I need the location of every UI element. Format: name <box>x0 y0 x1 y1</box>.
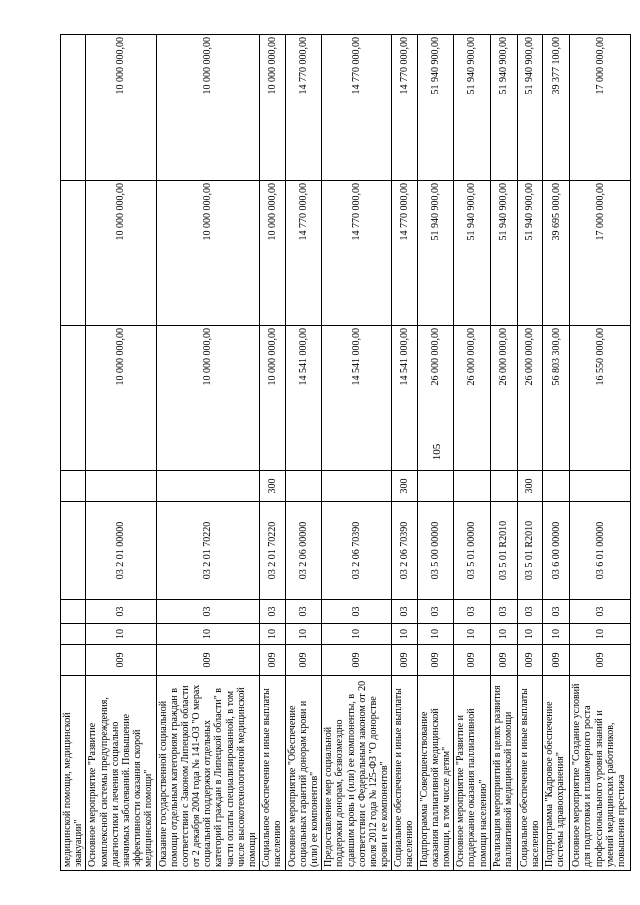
row-name-cell: Социальное обеспечение и иные выплаты населению <box>392 676 417 871</box>
amount-year3-cell: 51 940 900,00 <box>417 35 454 181</box>
expense-type-cell <box>490 471 517 502</box>
amount-year1-cell: 16 550 000,00 <box>570 326 631 471</box>
subsection-code-cell: 03 <box>517 600 542 624</box>
section-code-cell <box>61 624 86 645</box>
table-row <box>543 35 570 871</box>
expense-type-cell <box>417 471 454 502</box>
admin-code-cell: 009 <box>454 645 491 676</box>
amount-year1-cell: 26 000 000,00 <box>517 326 542 471</box>
row-name-cell: Подпрограмма "Совершенствование оказания паллиативной медицинской помощи, в том числе детям" <box>417 676 454 871</box>
table-row <box>392 35 417 871</box>
row-name-cell: Оказание государственной социальной помощи отдельным категориям граждан в соответствии с Законом Липецкой области от 2 декабря 2004 года № 141-ОЗ "О мерах социальной поддержки отдельных категорий граждан в Липецкой области" в части оплаты специализированной, в том числе высокотехнологичной медицинской помощи <box>156 676 260 871</box>
expense-type-cell <box>156 471 260 502</box>
amount-year3-cell: 39 377 100,00 <box>543 35 570 181</box>
amount-year3-cell <box>61 35 86 181</box>
amount-year2-cell: 39 695 000,00 <box>543 181 570 326</box>
section-code-cell: 10 <box>156 624 260 645</box>
row-name-cell: Реализация мероприятий в целях развития паллиативной медицинской помощи <box>490 676 517 871</box>
section-code-cell: 10 <box>490 624 517 645</box>
amount-year2-cell <box>61 181 86 326</box>
row-name-cell: Основное мероприятие "Создание условий для подготовки и планомерного роста профессионального уровня знаний и умений медицинских работников, повышения престижа <box>570 676 631 871</box>
amount-year2-cell: 51 940 900,00 <box>454 181 491 326</box>
admin-code-cell: 009 <box>260 645 285 676</box>
amount-year3-cell: 10 000 000,00 <box>156 35 260 181</box>
subsection-code-cell: 03 <box>86 600 156 624</box>
amount-year1-cell: 10 000 000,00 <box>260 326 285 471</box>
admin-code-cell: 009 <box>86 645 156 676</box>
page-number: 105 <box>431 443 443 461</box>
target-article-cell <box>61 502 86 600</box>
subsection-code-cell: 03 <box>454 600 491 624</box>
table-row <box>570 35 631 871</box>
table-row <box>86 35 156 871</box>
table-row <box>517 35 542 871</box>
section-code-cell: 10 <box>570 624 631 645</box>
row-name-cell: Основное мероприятие "Развитие комплексной системы предупреждения, диагностики и лечения социально значимых заболеваний. Повышение эффективности оказания скорой медицинской помощи" <box>86 676 156 871</box>
section-code-cell: 10 <box>285 624 322 645</box>
subsection-code-cell: 03 <box>285 600 322 624</box>
amount-year1-cell: 10 000 000,00 <box>86 326 156 471</box>
target-article-cell: 03 6 00 00000 <box>543 502 570 600</box>
amount-year3-cell: 14 770 000,00 <box>392 35 417 181</box>
expense-type-cell <box>543 471 570 502</box>
amount-year3-cell: 17 000 000,00 <box>570 35 631 181</box>
target-article-cell: 03 2 06 70390 <box>322 502 392 600</box>
amount-year3-cell: 10 000 000,00 <box>86 35 156 181</box>
amount-year3-cell: 14 770 000,00 <box>322 35 392 181</box>
expense-type-cell <box>285 471 322 502</box>
amount-year2-cell: 51 940 900,00 <box>517 181 542 326</box>
amount-year3-cell: 51 940 900,00 <box>517 35 542 181</box>
admin-code-cell: 009 <box>322 645 392 676</box>
row-name-cell: Социальное обеспечение и иные выплаты населению <box>517 676 542 871</box>
table-row <box>322 35 392 871</box>
expense-type-cell <box>454 471 491 502</box>
amount-year1-cell: 14 541 000,00 <box>322 326 392 471</box>
table-row <box>285 35 322 871</box>
amount-year2-cell: 17 000 000,00 <box>570 181 631 326</box>
amount-year2-cell: 14 770 000,00 <box>322 181 392 326</box>
row-name-cell: Подпрограмма "Кадровое обеспечение системы здравоохранения" <box>543 676 570 871</box>
expense-type-cell <box>61 471 86 502</box>
admin-code-cell: 009 <box>570 645 631 676</box>
subsection-code-cell: 03 <box>392 600 417 624</box>
admin-code-cell <box>61 645 86 676</box>
row-name-cell: Социальное обеспечение и иные выплаты населению <box>260 676 285 871</box>
admin-code-cell: 009 <box>392 645 417 676</box>
budget-table-container <box>60 35 627 871</box>
amount-year3-cell: 51 940 900,00 <box>454 35 491 181</box>
section-code-cell: 10 <box>86 624 156 645</box>
expense-type-cell <box>322 471 392 502</box>
admin-code-cell: 009 <box>490 645 517 676</box>
amount-year1-cell: 56 803 300,00 <box>543 326 570 471</box>
subsection-code-cell <box>61 600 86 624</box>
row-name-cell: Основное мероприятие "Обеспечение социальных гарантий донорам крови и (или) ее компонентов" <box>285 676 322 871</box>
amount-year2-cell: 14 770 000,00 <box>285 181 322 326</box>
expense-type-cell <box>86 471 156 502</box>
section-code-cell: 10 <box>454 624 491 645</box>
budget-table-body <box>61 35 631 871</box>
admin-code-cell: 009 <box>156 645 260 676</box>
admin-code-cell: 009 <box>285 645 322 676</box>
table-row <box>61 35 86 871</box>
amount-year1-cell: 14 541 000,00 <box>392 326 417 471</box>
amount-year3-cell: 10 000 000,00 <box>260 35 285 181</box>
table-row <box>260 35 285 871</box>
target-article-cell: 03 2 01 00000 <box>86 502 156 600</box>
amount-year2-cell: 10 000 000,00 <box>86 181 156 326</box>
amount-year1-cell: 10 000 000,00 <box>156 326 260 471</box>
target-article-cell: 03 5 01 R2010 <box>517 502 542 600</box>
amount-year2-cell: 10 000 000,00 <box>260 181 285 326</box>
section-code-cell: 10 <box>543 624 570 645</box>
expense-type-cell: 300 <box>392 471 417 502</box>
amount-year3-cell: 51 940 900,00 <box>490 35 517 181</box>
amount-year2-cell: 51 940 900,00 <box>417 181 454 326</box>
section-code-cell: 10 <box>392 624 417 645</box>
amount-year1-cell: 26 000 000,00 <box>417 326 454 471</box>
admin-code-cell: 009 <box>517 645 542 676</box>
table-row <box>156 35 260 871</box>
admin-code-cell: 009 <box>417 645 454 676</box>
amount-year1-cell: 26 000 000,00 <box>454 326 491 471</box>
target-article-cell: 03 5 01 00000 <box>454 502 491 600</box>
subsection-code-cell: 03 <box>260 600 285 624</box>
target-article-cell: 03 2 06 00000 <box>285 502 322 600</box>
amount-year1-cell: 14 541 000,00 <box>285 326 322 471</box>
rotated-page <box>60 35 627 871</box>
section-code-cell: 10 <box>517 624 542 645</box>
amount-year2-cell: 14 770 000,00 <box>392 181 417 326</box>
subsection-code-cell: 03 <box>570 600 631 624</box>
subsection-code-cell: 03 <box>417 600 454 624</box>
table-row <box>490 35 517 871</box>
section-code-cell: 10 <box>417 624 454 645</box>
amount-year2-cell: 51 940 900,00 <box>490 181 517 326</box>
target-article-cell: 03 2 01 70220 <box>156 502 260 600</box>
amount-year2-cell: 10 000 000,00 <box>156 181 260 326</box>
target-article-cell: 03 5 01 R2010 <box>490 502 517 600</box>
subsection-code-cell: 03 <box>490 600 517 624</box>
section-code-cell: 10 <box>322 624 392 645</box>
table-row <box>454 35 491 871</box>
subsection-code-cell: 03 <box>156 600 260 624</box>
expense-type-cell: 300 <box>260 471 285 502</box>
amount-year1-cell: 26 000 000,00 <box>490 326 517 471</box>
amount-year1-cell <box>61 326 86 471</box>
table-row <box>417 35 454 871</box>
row-name-cell: Предоставление мер социальной поддержки донорам, безвозмездно сдавшим кровь и (или) ее компоненты, в соответствии с Федеральным законом от 20 июля 2012 года № 125-ФЗ "О донорстве крови и ее компонентов" <box>322 676 392 871</box>
subsection-code-cell: 03 <box>543 600 570 624</box>
expense-type-cell <box>570 471 631 502</box>
target-article-cell: 03 6 01 00000 <box>570 502 631 600</box>
row-name-cell: медицинской помощи, медицинской эвакуации" <box>61 676 86 871</box>
target-article-cell: 03 2 06 70390 <box>392 502 417 600</box>
admin-code-cell: 009 <box>543 645 570 676</box>
budget-table <box>60 34 631 871</box>
expense-type-cell: 300 <box>517 471 542 502</box>
section-code-cell: 10 <box>260 624 285 645</box>
target-article-cell: 03 2 01 70220 <box>260 502 285 600</box>
row-name-cell: Основное мероприятие "Развитие и поддержание оказания паллиативной помощи населению" <box>454 676 491 871</box>
amount-year3-cell: 14 770 000,00 <box>285 35 322 181</box>
target-article-cell: 03 5 00 00000 <box>417 502 454 600</box>
subsection-code-cell: 03 <box>322 600 392 624</box>
